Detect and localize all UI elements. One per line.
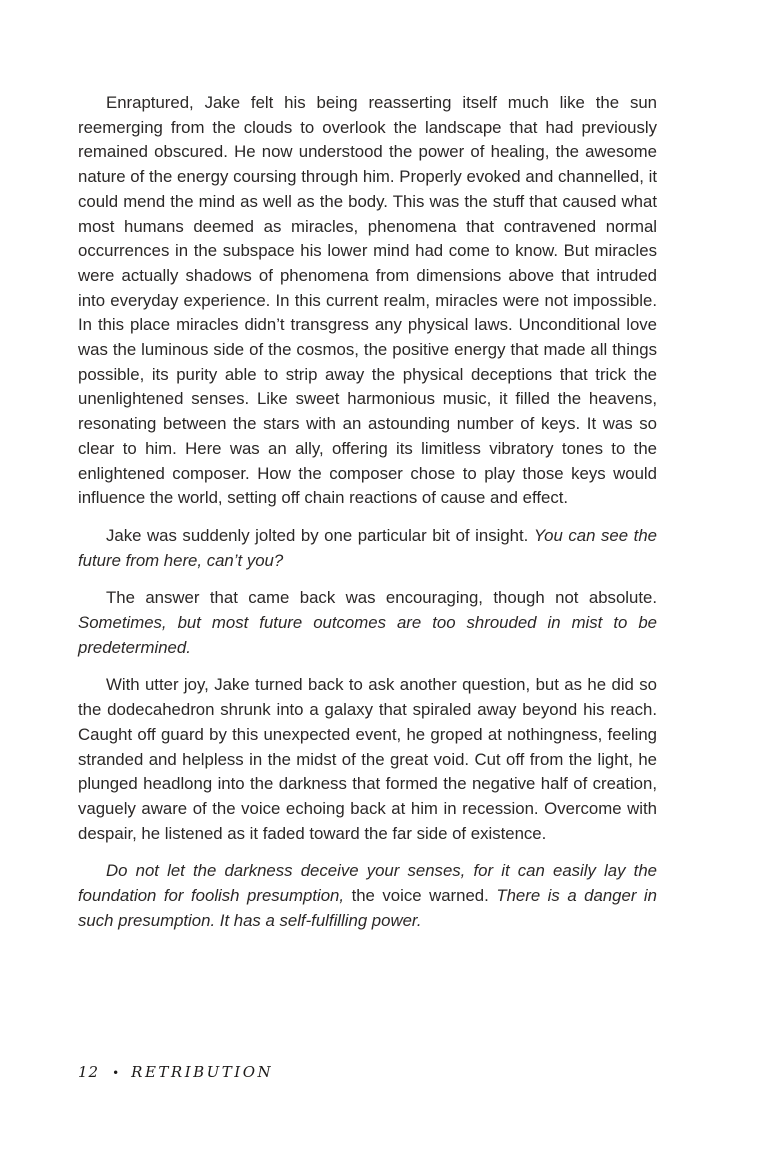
- text-run: the voice warned.: [344, 886, 497, 906]
- text-run: Jake was suddenly jolted by one particular bit of insight.: [106, 525, 534, 545]
- italic-run: Do not let the darkness deceive your senses, for it can easily lay the foundation for foolish presumption,: [78, 861, 657, 906]
- paragraph: [78, 673, 657, 846]
- running-book-title: RETRIBUTION: [131, 1063, 274, 1081]
- paragraph: [78, 859, 657, 933]
- text-run: The answer that came back was encouraging, though not absolute.: [106, 588, 657, 608]
- paragraph: [78, 91, 657, 511]
- bullet-separator: •: [112, 1066, 120, 1080]
- italic-run: Sometimes, but most future outcomes are too shrouded in mist to be predetermined.: [78, 613, 657, 657]
- paragraph: [78, 524, 657, 573]
- italic-run: You can see the future from here, can’t you?: [78, 525, 657, 570]
- paragraph: [78, 586, 657, 660]
- text-run: Enraptured, Jake felt his being reasserting itself much like the sun reemerging from the clouds to overlook the landscape that had previously remained obscured. He now understood the power of healing, the awesome nature of the energy coursing through him. Properly evoked and channelled, it could mend the mind as well as the body. This was the stuff that caused what most humans deemed as miracles, phenomena that contravened normal occurrences in the subspace his lower mind had come to know. But miracles were actually shadows of phenomena from dimensions above that intruded into everyday experience. In this current realm, miracles were not impossible. In this place miracles didn’t transgress any physical laws. Unconditional love was the luminous side of the cosmos, the positive energy that made all things possible, its purity able to strip away the physical deceptions that trick the unenlightened senses. Like sweet harmonious music, it filled the heavens, resonating between the stars with an astounding number of keys. It was so clear to him. Here was an ally, offering its limitless vibratory tones to the enlightened composer. How the composer chose to play those keys would influence the world, setting off chain reactions of cause and effect.: [78, 93, 657, 508]
- italic-run: There is a danger in such presumption. It has a self-fulfilling power.: [78, 886, 657, 930]
- page-footer: [78, 1063, 273, 1081]
- text-block: [78, 91, 657, 947]
- page-number: 12: [78, 1063, 100, 1081]
- text-run: With utter joy, Jake turned back to ask another question, but as he did so the dodecahedron shrunk into a galaxy that spiraled away beyond his reach. Caught off guard by this unexpected event, he groped at nothingness, feeling stranded and helpless in the midst of the great void. Cut off from the light, he plunged headlong into the darkness that formed the negative half of creation, vaguely aware of the voice echoing back at him in recession. Overcome with despair, he listened as it faded toward the far side of existence.: [78, 675, 657, 843]
